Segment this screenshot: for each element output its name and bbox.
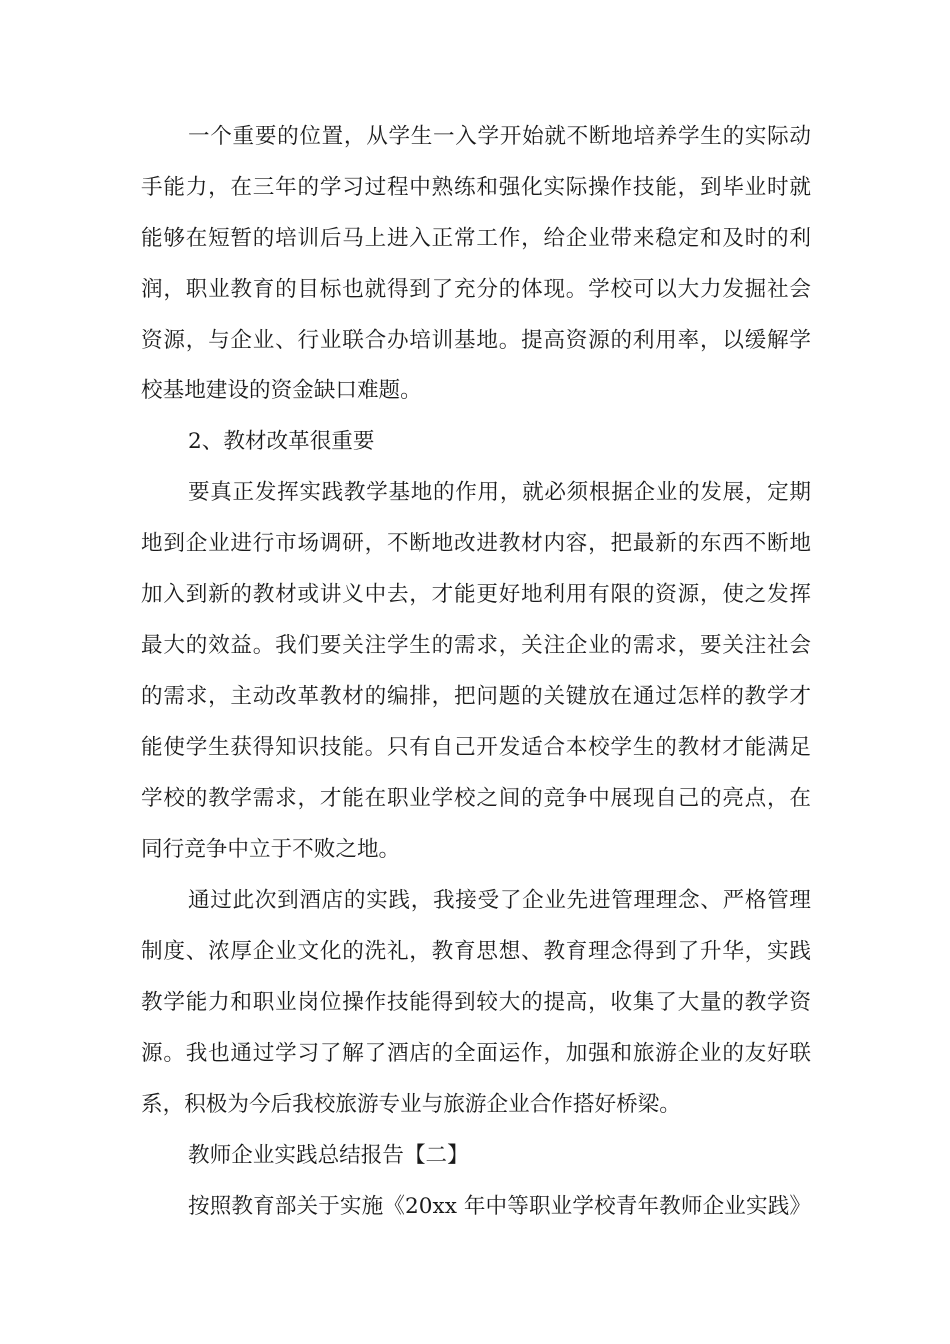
paragraph-line: 要真正发挥实践教学基地的作用，就必须根据企业的发展，定期: [188, 480, 811, 505]
paragraph-line: 教学能力和职业岗位操作技能得到较大的提高，收集了大量的教学资: [141, 990, 811, 1015]
paragraph-line: 润，职业教育的目标也就得到了充分的体现。学校可以大力发掘社会: [141, 277, 811, 302]
report-title: 教师企业实践总结报告【二】: [188, 1143, 469, 1168]
paragraph-line: 系，积极为今后我校旅游专业与旅游企业合作搭好桥梁。: [141, 1092, 681, 1117]
paragraph-line: 最大的效益。我们要关注学生的需求，关注企业的需求，要关注社会: [141, 633, 811, 658]
paragraph-line: 源。我也通过学习了解了酒店的全面运作，加强和旅游企业的友好联: [141, 1041, 811, 1066]
paragraph-line: 制度、浓厚企业文化的洗礼，教育思想、教育理念得到了升华，实践: [141, 939, 811, 964]
paragraph-line: 校基地建设的资金缺口难题。: [141, 378, 422, 403]
paragraph-line: 的需求，主动改革教材的编排，把问题的关键放在通过怎样的教学才: [141, 684, 811, 709]
paragraph-line: 地到企业进行市场调研，不断地改进教材内容，把最新的东西不断地: [141, 531, 811, 556]
paragraph-line: 资源，与企业、行业联合办培训基地。提高资源的利用率，以缓解学: [141, 328, 811, 353]
paragraph-line: 加入到新的教材或讲义中去，才能更好地利用有限的资源，使之发挥: [141, 582, 811, 607]
paragraph-line: 按照教育部关于实施《20xx 年中等职业学校青年教师企业实践》: [188, 1194, 811, 1219]
paragraph-line: 同行竞争中立于不败之地。: [141, 837, 401, 862]
section-heading: 2、教材改革很重要: [188, 429, 375, 454]
paragraph-line: 一个重要的位置，从学生一入学开始就不断地培养学生的实际动: [188, 124, 811, 149]
paragraph-line: 手能力，在三年的学习过程中熟练和强化实际操作技能，到毕业时就: [141, 175, 811, 200]
paragraph-line: 能够在短暂的培训后马上进入正常工作，给企业带来稳定和及时的利: [141, 226, 811, 251]
paragraph-line: 能使学生获得知识技能。只有自己开发适合本校学生的教材才能满足: [141, 735, 811, 760]
paragraph-line: 通过此次到酒店的实践，我接受了企业先进管理理念、严格管理: [188, 888, 811, 913]
paragraph-line: 学校的教学需求，才能在职业学校之间的竞争中展现自己的亮点，在: [141, 786, 811, 811]
